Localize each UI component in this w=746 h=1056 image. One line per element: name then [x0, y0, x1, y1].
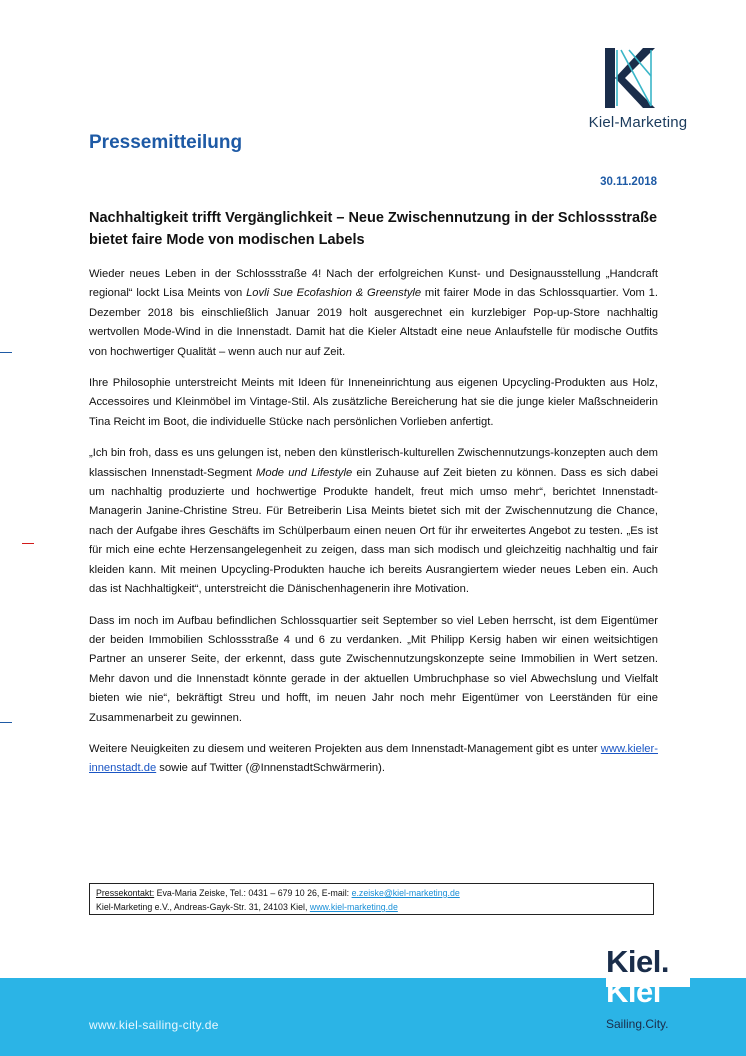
- punch-mark: [22, 543, 34, 544]
- website-link[interactable]: www.kiel-marketing.de: [309, 902, 398, 912]
- kiel-marketing-logo: [583, 46, 693, 136]
- kiel-marketing-k-logo-icon: [601, 46, 657, 110]
- segment-emphasis: Mode und Lifestyle: [256, 466, 353, 479]
- press-contact-box: [89, 883, 654, 915]
- logo-text: Kiel-Marketing: [588, 114, 688, 131]
- footer-url: www.kiel-sailing-city.de: [89, 1018, 219, 1032]
- paragraph: Dass im noch im Aufbau befindlichen Schlossquartier seit September so viel Leben herrscht, ist dem Eigentümer der beiden Immobilien Schlossstraße 4 und 6 zu verdanken. „Mit Philipp Kersig haben wir einen weitsichtigen Partner an unserer Seite, der erkennt, dass gute Zwischennutzungskonzepte seine Immobilien in Wert setzen. Mehr davon und die Innenstadt könnte gerade in der aktuellen Umbruchphase so viel Abwechslung und Vielfalt bieten wie nie“, bekräftigt Streu und hofft, im neuen Jahr noch mehr Eigentümer von Leerständen für eine Zusammenarbeit zu gewinnen.: [89, 614, 658, 724]
- contact-line-1: Pressekontakt: Eva-Maria Zeiske, Tel.: 0431 – 679 10 26, E-mail: e.zeiske@kiel-marketing.de: [96, 888, 460, 898]
- article-title: Nachhaltigkeit trifft Vergänglichkeit – Neue Zwischennutzung in der Schlossstraße bietet faire Mode von modischen Labels: [89, 210, 658, 248]
- contact-line-2: Kiel-Marketing e.V., Andreas-Gayk-Str. 31, 24103 Kiel, www.kiel-marketing.de: [96, 902, 398, 912]
- innenstadt-link[interactable]: www.kieler-innenstadt.de: [89, 742, 658, 775]
- fold-mark-top: [0, 352, 12, 353]
- contact-label: Pressekontakt:: [96, 888, 155, 898]
- article-body: [89, 265, 658, 791]
- release-date: 30.11.2018: [600, 176, 657, 188]
- brand-wordmark-top: Kiel.: [606, 944, 669, 979]
- page-title: Pressemitteilung: [89, 132, 243, 153]
- brand-emphasis: Lovli Sue Ecofashion & Greenstyle: [246, 287, 422, 300]
- paragraph: Weitere Neuigkeiten zu diesem und weiteren Projekten aus dem Innenstadt-Management gibt es unter www.kieler-innenstadt.de sowie auf Twitter (@InnenstadtSchwärmerin).: [89, 742, 658, 775]
- paragraph: „Ich bin froh, dass es uns gelungen ist, neben den künstlerisch-kulturellen Zwischennutzungs-konzepten auch dem klassischen Innenstadt-Segment Mode und Lifestyle ein Zuhause auf Zeit bieten zu können. Dass es sich dabei um nachhaltig produzierte und hochwertige Produkte handelt, freut mich umso mehr“, berichtet Innenstadt-Managerin Janine-Christine Streu. Für Betreiberin Lisa Meints bietet sich mit der Zwischennutzung die Chance, nach der Aufgabe ihres Geschäfts im Schülperbaum einen neuen Ort für ihr erweitertes Angebot zu testen. „Es ist für mich eine echte Herzensangelegenheit zu zeigen, dass man sich modisch und gleichzeitig nachhaltig und fair kleiden kann. Mit meinen Upcycling-Produkten hauche ich bereits Ausrangiertem wieder neues Leben ein. Auch das ist Nachhaltigkeit“, unterstreicht die Dänischenhagenerin ihre Motivation.: [89, 447, 658, 596]
- paragraph: Ihre Philosophie unterstreicht Meints mit Ideen für Inneneinrichtung aus eigenen Upcycling-Produkten aus Holz, Accessoires und Kleinmöbel im Vintage-Stil. Als zusätzliche Bereicherung hat sie die junge kieler Maßschneiderin Tina Reicht im Boot, die individuelle Stücke nach persönlichen Vorlieben anfertigt.: [89, 377, 658, 428]
- brand-wordmark-bottom: Kiel: [606, 974, 661, 1009]
- paragraph: Wieder neues Leben in der Schlossstraße 4! Nach der erfolgreichen Kunst- und Designausstellung „Handcraft regional“ lockt Lisa Meints von Lovli Sue Ecofashion & Greenstyle mit fairer Mode in das Schlossquartier. Vom 1. Dezember 2018 bis einschließlich Januar 2019 holt ausgerechnet ein kurzlebiger Pop-up-Store nachhaltig wertvollen Mode-Wind in die Innenstadt. Damit hat die Kieler Altstadt eine neue Anlaufstelle für modische Outfits von hochwertiger Qualität – wenn auch nur auf Zeit.: [89, 268, 659, 358]
- brand-tagline: Sailing.City.: [606, 1017, 669, 1031]
- email-link[interactable]: e.zeiske@kiel-marketing.de: [351, 888, 460, 898]
- fold-mark-bottom: [0, 722, 12, 723]
